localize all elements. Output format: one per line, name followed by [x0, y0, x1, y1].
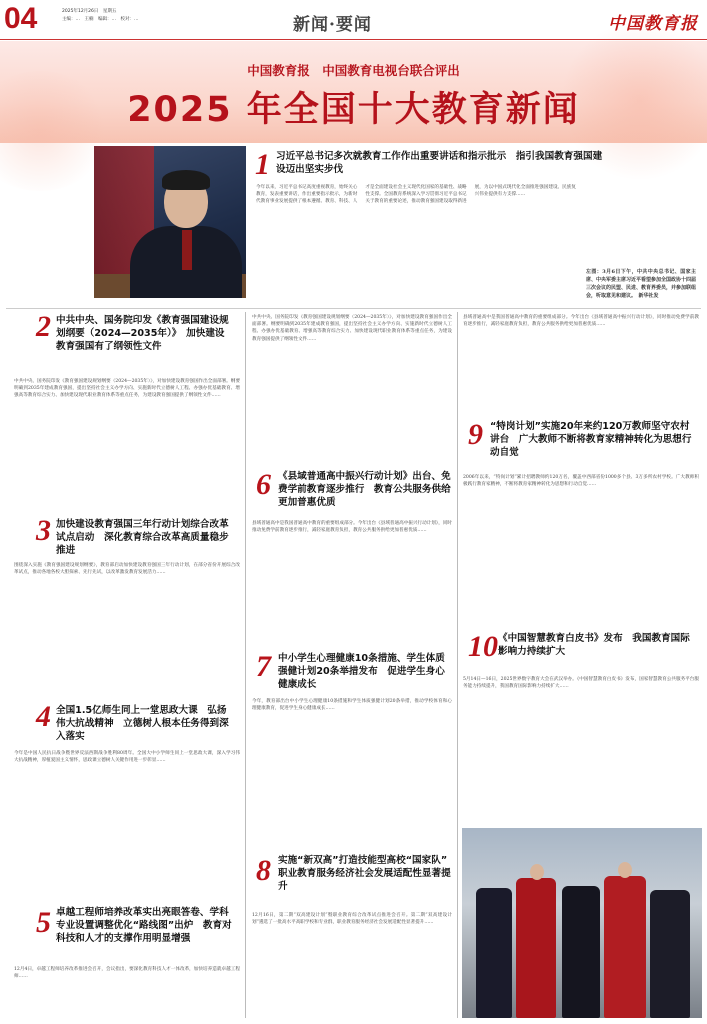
- article-6-continued: 县域普通高中是我国普通高中教育的重要组成部分。今年出台《县域普通高中振兴行动计划》，同时推动免费学前教育逐步推行，减轻家庭教育负担，教育公共服务供给更加普惠优质……: [463, 315, 699, 328]
- article-3-body: 围绕深入实施《教育强国建设规划纲要》，教育部启动加快建设教育强国三年行动计划，在部分省份开展综合改革试点，推动各地各校大胆探索、先行先试，以改革激发教育发展活力……: [14, 563, 240, 576]
- column-divider: [457, 312, 458, 1018]
- article-9-body: 2006年以来，“特岗计划”累计招聘教师约120万名，覆盖中西部省份1000多个县、3万多所农村学校。广大教师积极践行教育家精神，不断将教育家精神转化为思想和行动自觉……: [463, 475, 699, 488]
- article-9-number: 9: [468, 418, 483, 451]
- banner-subtitle: 中国教育报 中国教育电视台联合评出: [247, 63, 460, 78]
- article-8-body: 12月16日，第二期“双高建设计划”暨职业教育综合改革试点推进会召开。第二期“双高建设计划”遴选了一批高水平高职学校和专业群，职业教育服务经济社会发展适配性显著提升……: [252, 913, 452, 926]
- graduation-photo: [462, 828, 702, 1018]
- article-7-headline: 中小学生心理健康10条措施、学生体质强健计划20条举措发布 促进学生身心健康成长: [278, 653, 445, 690]
- article-10-number: 10: [468, 630, 498, 663]
- article-1-caption: 左图：3月6日下午，中共中央总书记、国家主席、中央军委主席习近平看望参加全国政协十四届三次会议的民盟、民进、教育界委员，并参加联组会，听取意见和建议。 新华社发: [586, 269, 697, 299]
- article-9-headline: “特岗计划”实施20年来约120万教师坚守农村讲台 广大教师不断将教育家精神转化为思想行动自觉: [490, 421, 692, 458]
- article-5-body: 12月4日，卓越工程师培养改革推进会召开，会议指出，要深化教育科技人才一体改革，加快培养造就卓越工程师……: [14, 967, 240, 980]
- article-8-number: 8: [256, 854, 271, 887]
- article-6-number: 6: [256, 468, 271, 501]
- article-2-continued: 中共中央、国务院印发《教育强国建设规划纲要（2024—2035年）》，对加快建设教育强国作出全面部署。纲要明确到2035年建成教育强国，提出坚持社会主义办学方向、实施新时代立德树人工程、办强办优基础教育、增强高等教育综合实力、加快建设现代职业教育体系等重点任务，为建设教育强国提供了纲领性文件……: [252, 315, 452, 342]
- article-2-headline: 中共中央、国务院印发《教育强国建设规划纲要（2024—2035年）》 加快建设教育强国有了纲领性文件: [56, 315, 229, 352]
- article-7-number: 7: [256, 650, 271, 683]
- article-2-number: 2: [36, 310, 51, 343]
- lead-photo: [94, 146, 246, 298]
- article-6-body: 县域普通高中是我国普通高中教育的重要组成部分。今年出台《县域普通高中振兴行动计划》，同时推动免费学前教育逐步推行，减轻家庭教育负担，教育公共服务供给更加普惠优质……: [252, 521, 452, 534]
- article-4-body: 今年是中国人民抗日战争暨世界反法西斯战争胜利80周年。全国大中小学师生同上一堂思政大课，深入学习伟大抗战精神，厚植爱国主义情怀，思政课立德树人关键作用进一步彰显……: [14, 751, 240, 764]
- article-7-body: 今年，教育部出台中小学生心理健康10条措施和学生体质强健计划20条举措，推动学校体育和心理健康教育，促进学生身心健康成长……: [252, 699, 452, 712]
- page-number: 04: [4, 2, 38, 35]
- article-5-number: 5: [36, 906, 51, 939]
- article-4-number: 4: [36, 700, 51, 733]
- masthead-meta: [62, 8, 139, 24]
- column-divider: [245, 312, 246, 1018]
- banner: [0, 41, 707, 143]
- divider: [6, 308, 701, 309]
- paper-logo: 中国教育报: [608, 14, 698, 34]
- article-1-number: 1: [255, 148, 270, 181]
- article-3-headline: 加快建设教育强国三年行动计划综合改革试点启动 深化教育综合改革高质量稳步推进: [56, 519, 229, 556]
- section-title: 新闻·要闻: [293, 15, 372, 35]
- article-6-headline: 《县域普通高中振兴行动计划》出台、免费学前教育逐步推行 教育公共服务供给更加普惠优质: [278, 471, 451, 508]
- article-5-headline: 卓越工程师培养改革实出亮眼答卷、学科专业设置调整优化“路线图”出炉 教育对科技和人才的支撑作用明显增强: [56, 907, 232, 944]
- article-10-body: 5月14日—16日，2025世界数字教育大会在武汉举办。《中国智慧教育白皮书》发布，国家智慧教育公共服务平台服务能力持续提升，我国教育国际影响力持续扩大……: [463, 677, 699, 690]
- article-4-headline: 全国1.5亿师生同上一堂思政大课 弘扬伟大抗战精神 立德树人根本任务得到深入落实: [56, 705, 229, 742]
- banner-title: 2025 年全国十大教育新闻: [127, 90, 580, 130]
- editors-line: 主编：… 王楠 编辑：… 校对：…: [62, 17, 139, 22]
- article-1-headline: 习近平总书记多次就教育工作作出重要讲话和指示批示 指引我国教育强国建设迈出坚实步伐: [276, 151, 603, 175]
- article-2-body: 中共中央、国务院印发《教育强国建设规划纲要（2024—2035年）》，对加快建设教育强国作出全面部署。纲要明确到2035年建成教育强国，提出坚持社会主义办学方向、实施新时代立德树人工程、办强办优基础教育、增强高等教育综合实力、加快建设现代职业教育体系等重点任务，为建设教育强国提供了纲领性文件……: [14, 379, 240, 399]
- article-3-number: 3: [36, 514, 51, 547]
- date-line: 2025年12月26日 星期五: [62, 9, 117, 14]
- article-8-headline: 实施“新双高”打造技能型高校“国家队” 职业教育服务经济社会发展适配性显著提升: [278, 855, 457, 892]
- article-1-body: 今年以来，习近平总书记高度重视教育，始终关心教育，发表重要讲话，作出重要指示批示，为新时代教育事业发展提供了根本遵循。教育、科技、人才是全面建设社会主义现代化国家的基础性、战略性支撑。全国教育系统深入学习贯彻习近平总书记关于教育的重要论述，推动教育强国建设取得新进展，为以中国式现代化全面推进强国建设、民族复兴伟业提供有力支撑……: [256, 185, 576, 205]
- article-10-headline: 《中国智慧教育白皮书》发布 我国教育国际影响力持续扩大: [498, 633, 690, 657]
